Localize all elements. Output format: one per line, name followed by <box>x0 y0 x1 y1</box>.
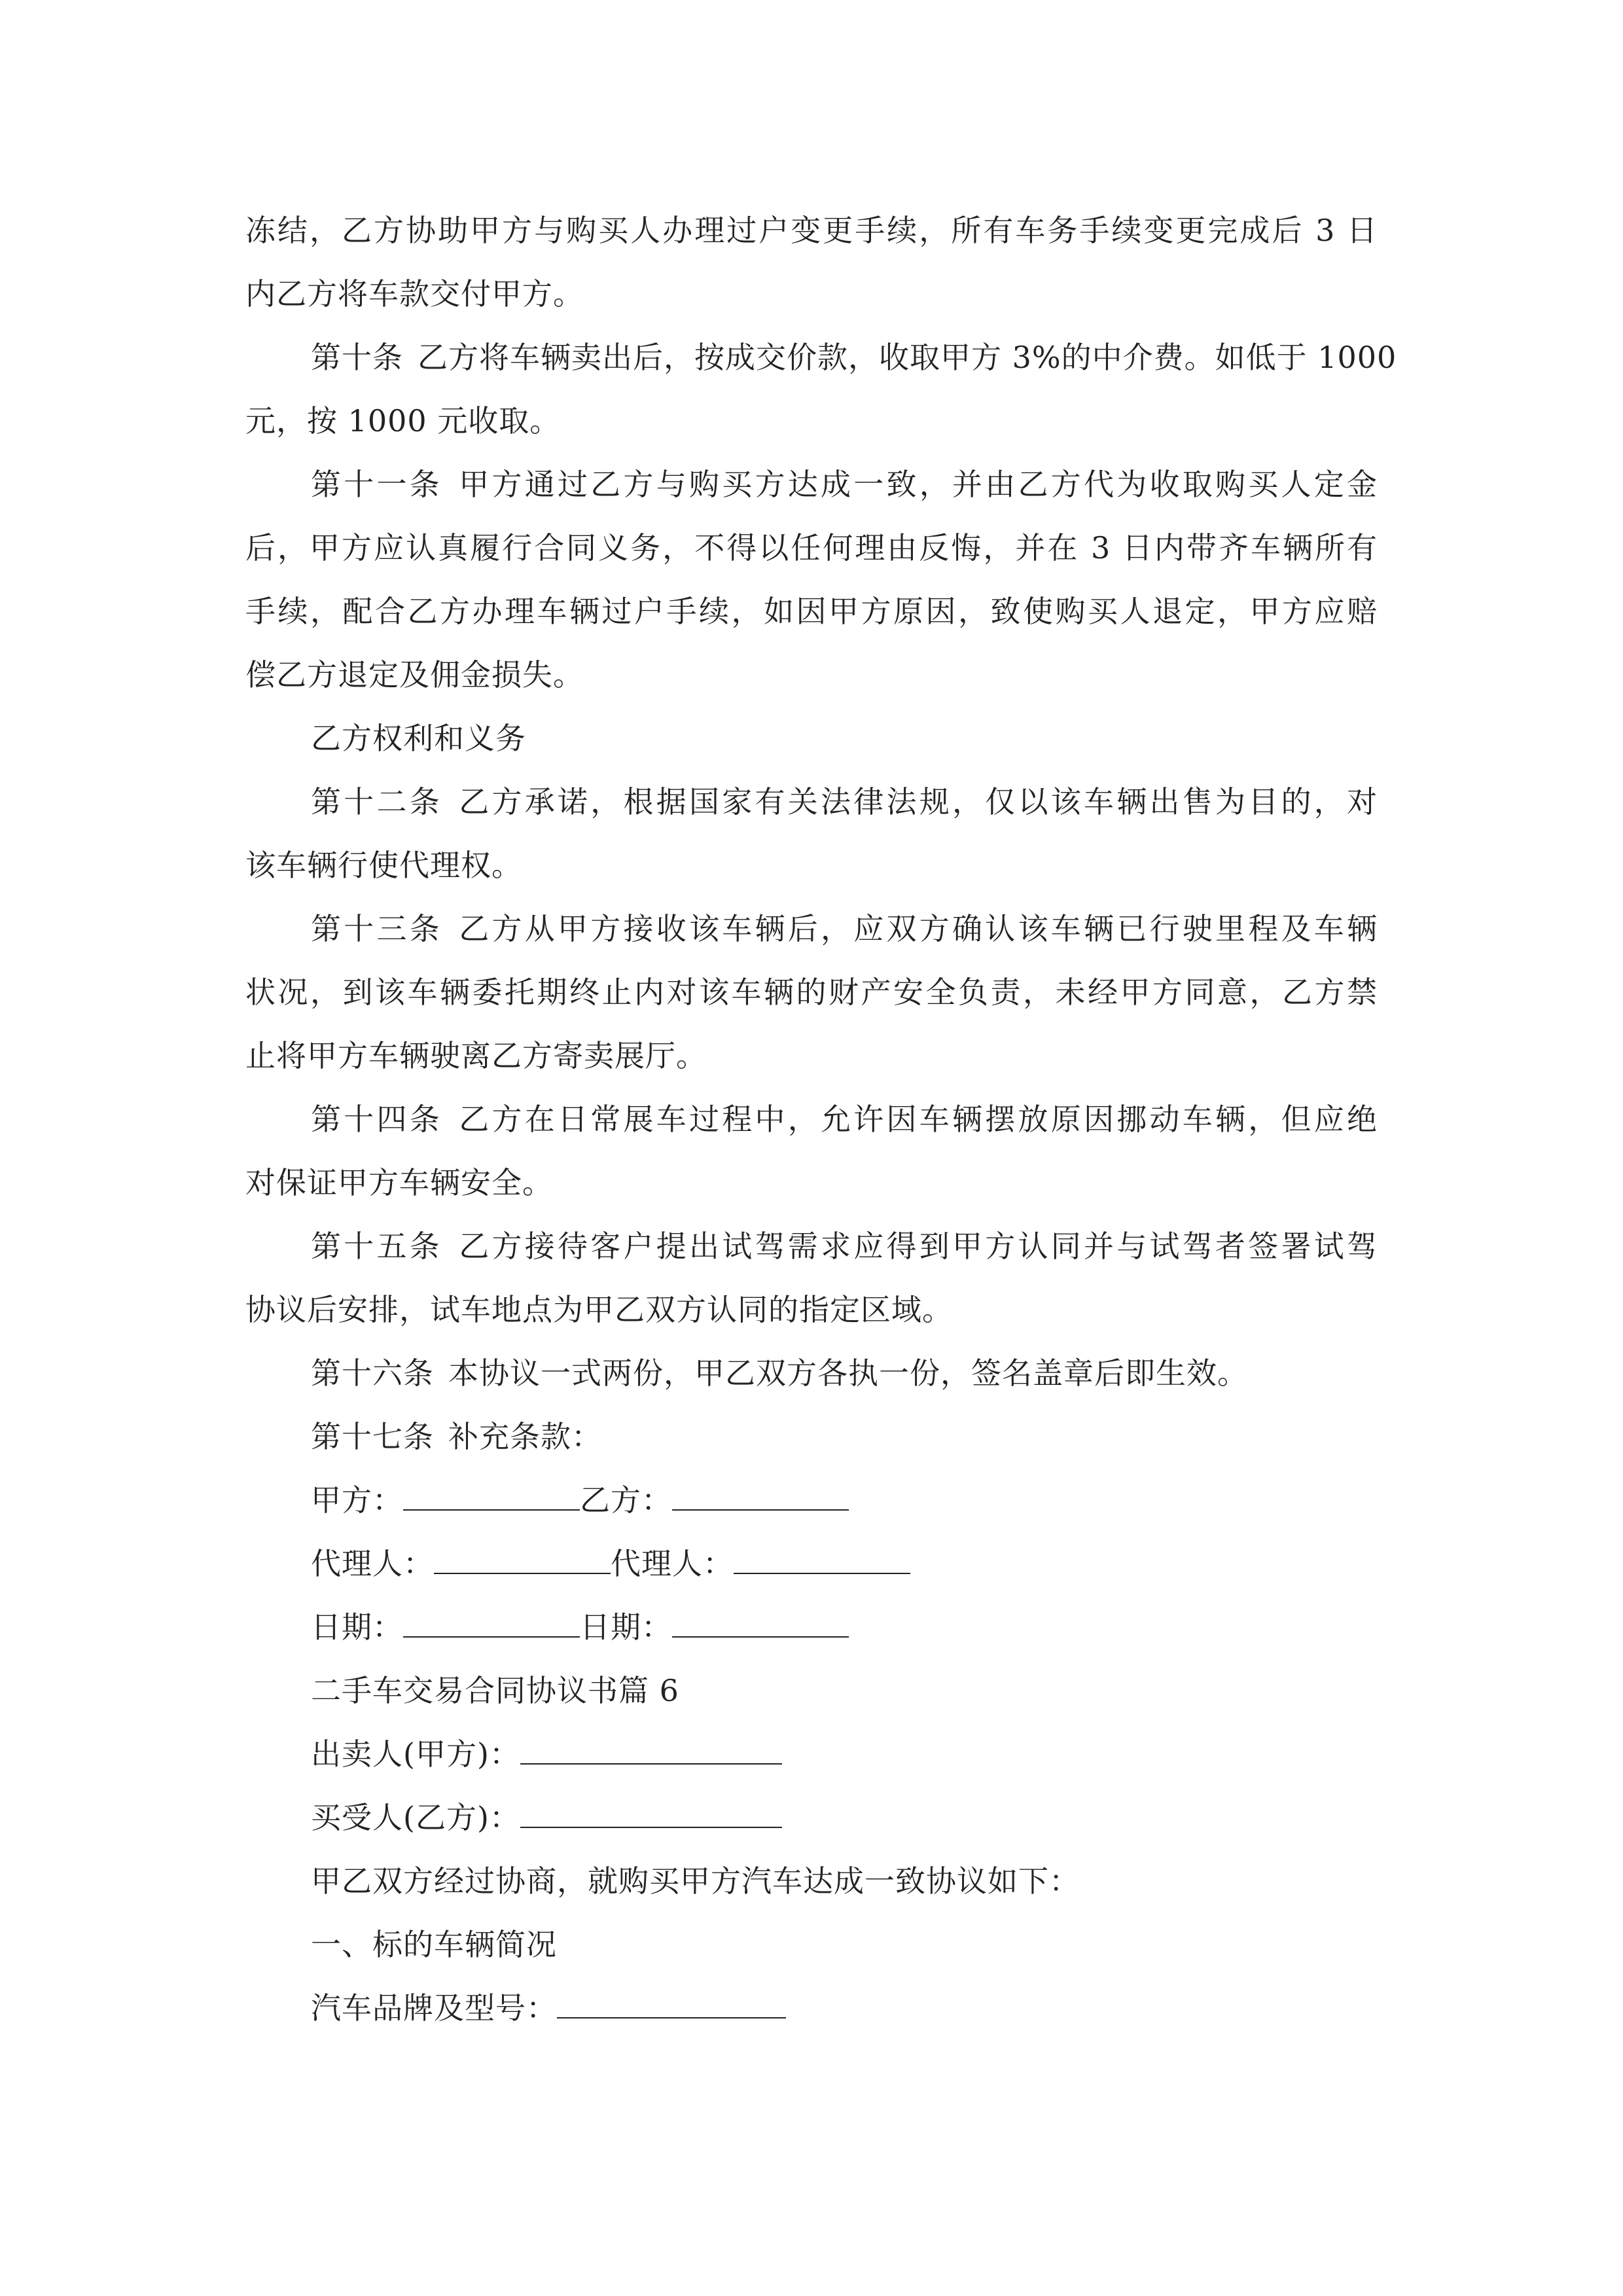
party-a-blank <box>403 1480 580 1511</box>
agent-b-label: 代理人： <box>611 1546 734 1581</box>
next-contract-title: 二手车交易合同协议书篇 6 <box>311 1673 679 1708</box>
article-11-line-2: 后，甲方应认真履行合同义务，不得以任何理由反悔，并在 3 日内带齐车辆所有 <box>245 530 1378 565</box>
article-15-line-2: 协议后安排，试车地点为甲乙双方认同的指定区域。 <box>245 1292 953 1327</box>
party-b-blank <box>672 1480 849 1511</box>
article-12-line-2: 该车辆行使代理权。 <box>245 848 522 883</box>
article-14-line-2: 对保证甲方车辆安全。 <box>245 1165 553 1200</box>
article-13-number: 第十三条 <box>311 911 442 946</box>
article-17-number: 第十七条 <box>311 1419 434 1454</box>
article-16-number: 第十六条 <box>311 1355 434 1391</box>
article-11-number: 第十一条 <box>311 467 442 502</box>
agent-b-blank <box>734 1544 910 1574</box>
buyer-blank <box>520 1798 782 1828</box>
seller-label: 出卖人(甲方)： <box>311 1736 520 1772</box>
buyer-label: 买受人(乙方)： <box>311 1800 520 1835</box>
brand-model-label: 汽车品牌及型号： <box>311 1990 557 2026</box>
seller-blank <box>520 1734 782 1765</box>
article-15-text: 乙方接待客户提出试驾需求应得到甲方认同并与试驾者签署试驾 <box>457 1229 1378 1264</box>
signature-date-row <box>311 1607 1443 1647</box>
article-11-line-4: 偿乙方退定及佣金损失。 <box>245 657 584 692</box>
signature-agent-row <box>311 1544 1443 1583</box>
agent-a-blank <box>434 1544 611 1574</box>
continuation-line-1: 冻结，乙方协助甲方与购买人办理过户变更手续，所有车务手续变更完成后 3 日 <box>245 213 1378 248</box>
article-13-text: 乙方从甲方接收该车辆后，应双方确认该车辆已行驶里程及车辆 <box>457 911 1378 946</box>
party-b-label: 乙方： <box>580 1482 672 1518</box>
article-12-text: 乙方承诺，根据国家有关法律法规，仅以该车辆出售为目的，对 <box>457 784 1378 819</box>
article-14-text: 乙方在日常展车过程中，允许因车辆摆放原因挪动车辆，但应绝 <box>457 1102 1378 1137</box>
section-title-party-b-rights: 乙方权利和义务 <box>311 721 526 756</box>
article-10-number: 第十条 <box>311 340 403 375</box>
article-14-number: 第十四条 <box>311 1102 442 1137</box>
seller-row <box>311 1734 1443 1774</box>
article-13-line-3: 止将甲方车辆驶离乙方寄卖展厅。 <box>245 1038 707 1073</box>
brand-model-blank <box>557 1988 786 2018</box>
article-11-line-1 <box>311 465 1378 504</box>
party-a-label: 甲方： <box>311 1482 403 1518</box>
date-b-label: 日期： <box>580 1609 672 1645</box>
article-15-number: 第十五条 <box>311 1229 442 1264</box>
article-16 <box>311 1354 1443 1393</box>
buyer-row <box>311 1798 1443 1837</box>
article-10-line-1 <box>311 338 1397 377</box>
agreement-intro: 甲乙双方经过协商，就购买甲方汽车达成一致协议如下： <box>311 1863 1080 1899</box>
article-14-line-1 <box>311 1100 1378 1139</box>
article-12-number: 第十二条 <box>311 784 442 819</box>
article-16-text: 本协议一式两份，甲乙双方各执一份，签名盖章后即生效。 <box>448 1355 1248 1391</box>
article-17 <box>311 1417 1443 1456</box>
article-13-line-2: 状况，到该车辆委托期终止内对该车辆的财产安全负责，未经甲方同意，乙方禁 <box>245 975 1378 1010</box>
article-10-line-2: 元，按 1000 元收取。 <box>245 403 561 439</box>
agent-a-label: 代理人： <box>311 1546 434 1581</box>
date-b-blank <box>672 1607 849 1638</box>
article-10-text: 乙方将车辆卖出后，按成交价款，收取甲方 3%的中介费。如低于 1000 <box>418 340 1397 375</box>
article-13-line-1 <box>311 909 1378 948</box>
article-15-line-1 <box>311 1227 1378 1266</box>
vehicle-section-title: 一、标的车辆简况 <box>311 1927 557 1962</box>
article-11-text: 甲方通过乙方与购买方达成一致，并由乙方代为收取购买人定金 <box>457 467 1378 502</box>
continuation-line-2: 内乙方将车款交付甲方。 <box>245 276 584 312</box>
article-11-line-3: 手续，配合乙方办理车辆过户手续，如因甲方原因，致使购买人退定，甲方应赔 <box>245 594 1378 629</box>
article-12-line-1 <box>311 782 1378 821</box>
date-a-label: 日期： <box>311 1609 403 1645</box>
article-17-text: 补充条款： <box>448 1419 602 1454</box>
date-a-blank <box>403 1607 580 1638</box>
signature-party-row <box>311 1480 1443 1520</box>
brand-model-row <box>311 1988 1443 2028</box>
